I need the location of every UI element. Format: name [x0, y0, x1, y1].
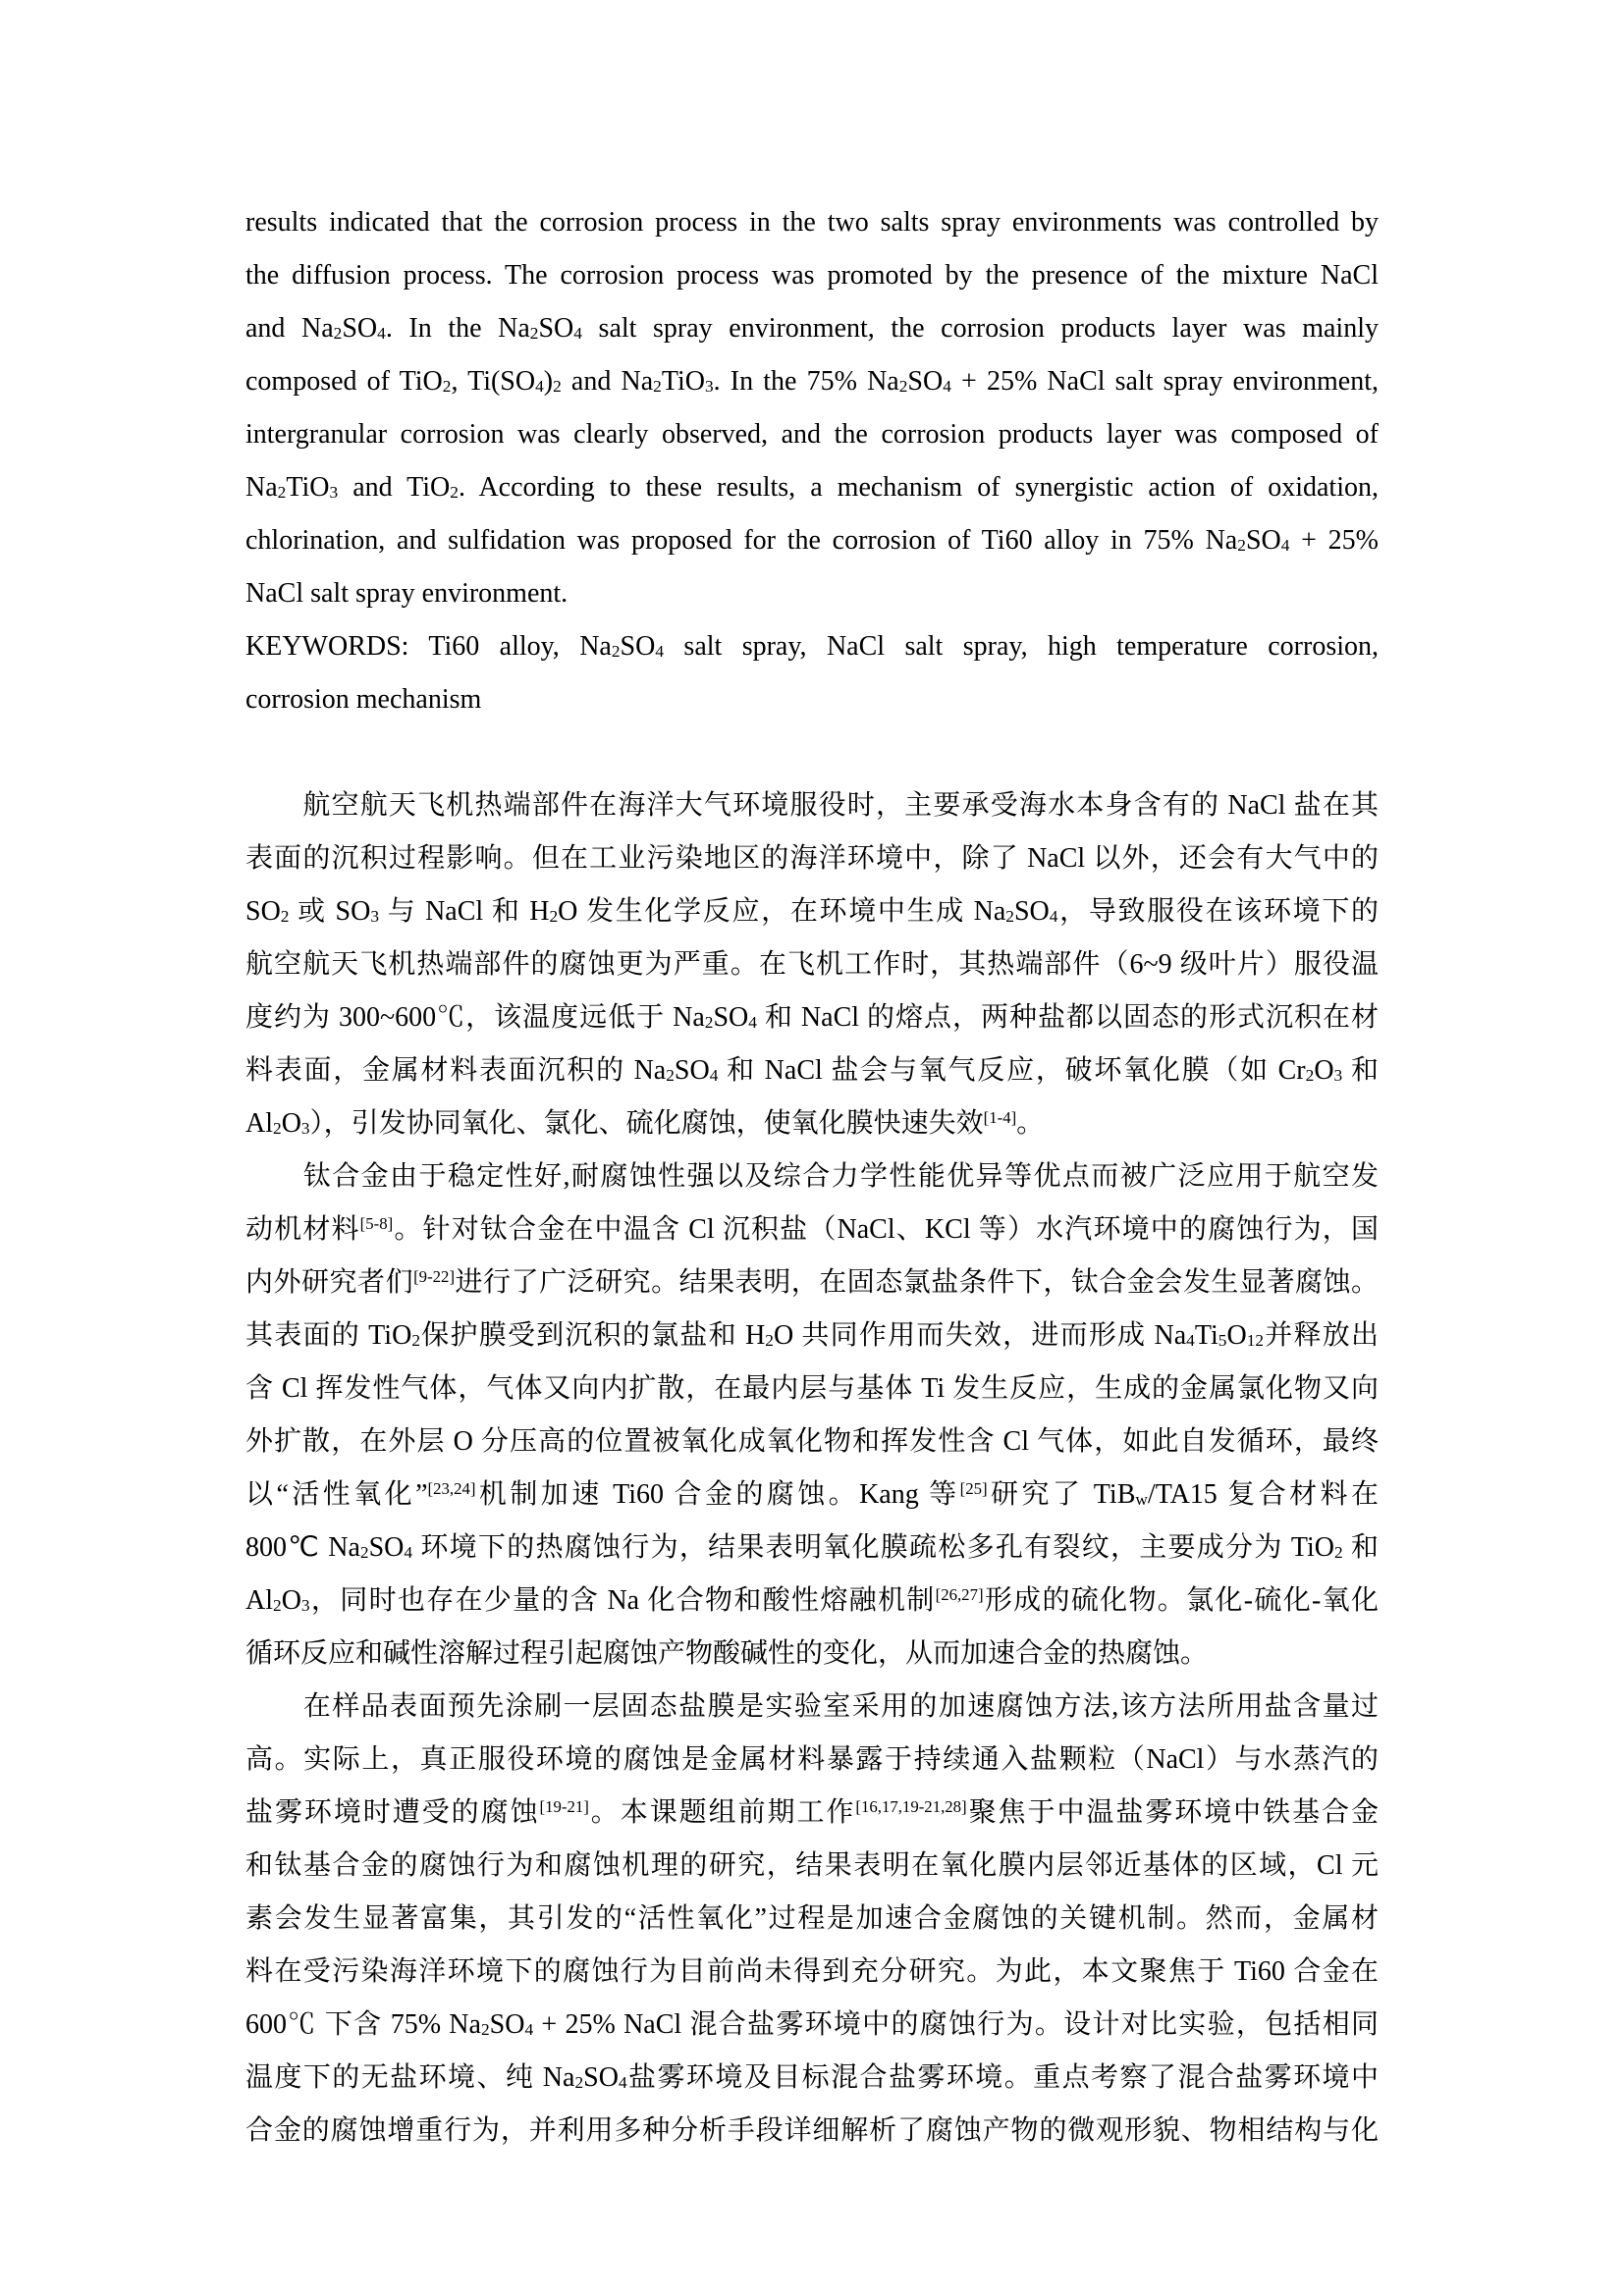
text-line: $Na_2TiO_3$ and TiO$_2$. According to these results, a mechanism of synergistic action of oxidation, — [245, 472, 1379, 503]
text-line: 料表面，金属材料表面沉积的 $Na_2SO_4$ 和 NaCl 盐会与氧气反应，破坏氧化膜（如 $Cr_2O_3$ 和 — [245, 1055, 1379, 1086]
text-line: 在样品表面预先涂刷一层固态盐膜是实验室采用的加速腐蚀方法,该方法所用盐含量过 — [245, 1691, 1379, 1722]
document-body — [245, 196, 1379, 2158]
text-line: 其表面的 TiO$_2$保护膜受到沉积的氯盐和 $H_2O$ 共同作用而失效，进而形成 $Na_4Ti_5O_{12}$并释放出 — [245, 1320, 1379, 1351]
intro-paragraph-2 — [245, 1150, 1379, 1681]
intro-paragraph-3 — [245, 1681, 1379, 2158]
text-line: results indicated that the corrosion process in the two salts spray environments was controlled by — [245, 207, 1379, 238]
text-line: 合金的腐蚀增重行为，并利用多种分析手段详细解析了腐蚀产物的微观形貌、物相结构与化 — [245, 2115, 1379, 2146]
text-line: 内外研究者们[9-22]进行了广泛研究。结果表明，在固态氯盐条件下，钛合金会发生显著腐蚀。 — [245, 1266, 1379, 1298]
text-line: KEYWORDS: Ti60 alloy, $Na_2SO_4$ salt spray, NaCl salt spray, high temperature corrosion, — [245, 631, 1379, 662]
text-line: 表面的沉积过程影响。但在工业污染地区的海洋环境中，除了 NaCl 以外，还会有大气中的 — [245, 843, 1379, 874]
text-line: 度约为 300~600℃，该温度远低于 $Na_2SO_4$ 和 NaCl 的熔点，两种盐都以固态的形式沉积在材 — [245, 1002, 1379, 1033]
text-line: 钛合金由于稳定性好,耐腐蚀性强以及综合力学性能优异等优点而被广泛应用于航空发 — [245, 1161, 1379, 1192]
text-line: and $Na_2SO_4$. In the $Na_2SO_4$ salt spray environment, the corrosion products layer was mainly — [245, 313, 1379, 344]
text-line: 外扩散，在外层 O 分压高的位置被氧化成氧化物和挥发性含 Cl 气体，如此自发循环，最终 — [245, 1426, 1379, 1457]
text-line: 高。实际上，真正服役环境的腐蚀是金属材料暴露于持续通入盐颗粒（NaCl）与水蒸汽的 — [245, 1744, 1379, 1775]
text-line: $SO_2$ 或 $SO_3$ 与 NaCl 和 $H_2O$ 发生化学反应，在环境中生成 $Na_2SO_4$，导致服役在该环境下的 — [245, 896, 1379, 927]
text-line: 600℃ 下含 75% $Na_2SO_4 + 25\%$ NaCl 混合盐雾环境中的腐蚀行为。设计对比实验，包括相同 — [245, 2009, 1379, 2040]
text-line: 航空航天飞机热端部件的腐蚀更为严重。在飞机工作时，其热端部件（6~9 级叶片）服役温 — [245, 949, 1379, 980]
text-line: 动机材料[5-8]。针对钛合金在中温含 Cl 沉积盐（NaCl、KCl 等）水汽环境中的腐蚀行为，国 — [245, 1213, 1379, 1245]
text-line: NaCl salt spray environment. — [245, 578, 568, 609]
intro-paragraph-1 — [245, 779, 1379, 1150]
text-line: chlorination, and sulfidation was proposed for the corrosion of Ti60 alloy in 75% $Na_2SO_4 + 25\%$ — [245, 525, 1379, 556]
text-line: 循环反应和碱性溶解过程引起腐蚀产物酸碱性的变化，从而加速合金的热腐蚀。 — [245, 1638, 1209, 1669]
text-line: composed of TiO$_2$, $Ti(SO_4)_2$ and $Na_2TiO_3$. In the 75% $Na_2SO_4 + 25\%$ NaCl salt spray environment, — [245, 366, 1379, 397]
text-line: corrosion mechanism — [245, 684, 482, 715]
text-line: $Al_2O_3$），引发协同氧化、氯化、硫化腐蚀，使氧化膜快速失效[1-4]。 — [245, 1107, 1045, 1139]
text-line: 料在受污染海洋环境下的腐蚀行为目前尚未得到充分研究。为此，本文聚焦于 Ti60 合金在 — [245, 1956, 1379, 1987]
text-line: 以“活性氧化”[23,24]机制加速 Ti60 合金的腐蚀。Kang 等[25]研究了 TiB$_w$/TA15 复合材料在 — [245, 1478, 1379, 1510]
abstract-english-paragraph — [245, 196, 1379, 620]
keywords-paragraph — [245, 620, 1379, 726]
text-line: 含 Cl 挥发性气体，气体又向内扩散，在最内层与基体 Ti 发生反应，生成的金属氯化物又向 — [245, 1373, 1379, 1404]
text-line: 温度下的无盐环境、纯 $Na_2SO_4$盐雾环境及目标混合盐雾环境。重点考察了混合盐雾环境中 — [245, 2062, 1379, 2093]
text-line: $Al_2O_3$，同时也存在少量的含 Na 化合物和酸性熔融机制[26,27]形成的硫化物。氯化-硫化-氧化 — [245, 1584, 1379, 1616]
paragraph-spacer — [245, 726, 1379, 779]
text-line: 素会发生显著富集，其引发的“活性氧化”过程是加速合金腐蚀的关键机制。然而，金属材 — [245, 1903, 1379, 1934]
text-line: intergranular corrosion was clearly observed, and the corrosion products layer was composed of — [245, 419, 1379, 450]
text-line: the diffusion process. The corrosion process was promoted by the presence of the mixture NaCl — [245, 260, 1379, 291]
text-line: 800℃ $Na_2SO_4$ 环境下的热腐蚀行为，结果表明氧化膜疏松多孔有裂纹，主要成分为 TiO$_2$ 和 — [245, 1532, 1379, 1563]
text-line: 航空航天飞机热端部件在海洋大气环境服役时，主要承受海水本身含有的 NaCl 盐在其 — [245, 790, 1379, 821]
text-line: 盐雾环境时遭受的腐蚀[19-21]。本课题组前期工作[16,17,19-21,28]聚焦于中温盐雾环境中铁基合金 — [245, 1796, 1379, 1828]
text-line: 和钛基合金的腐蚀行为和腐蚀机理的研究，结果表明在氧化膜内层邻近基体的区域，Cl 元 — [245, 1850, 1379, 1881]
